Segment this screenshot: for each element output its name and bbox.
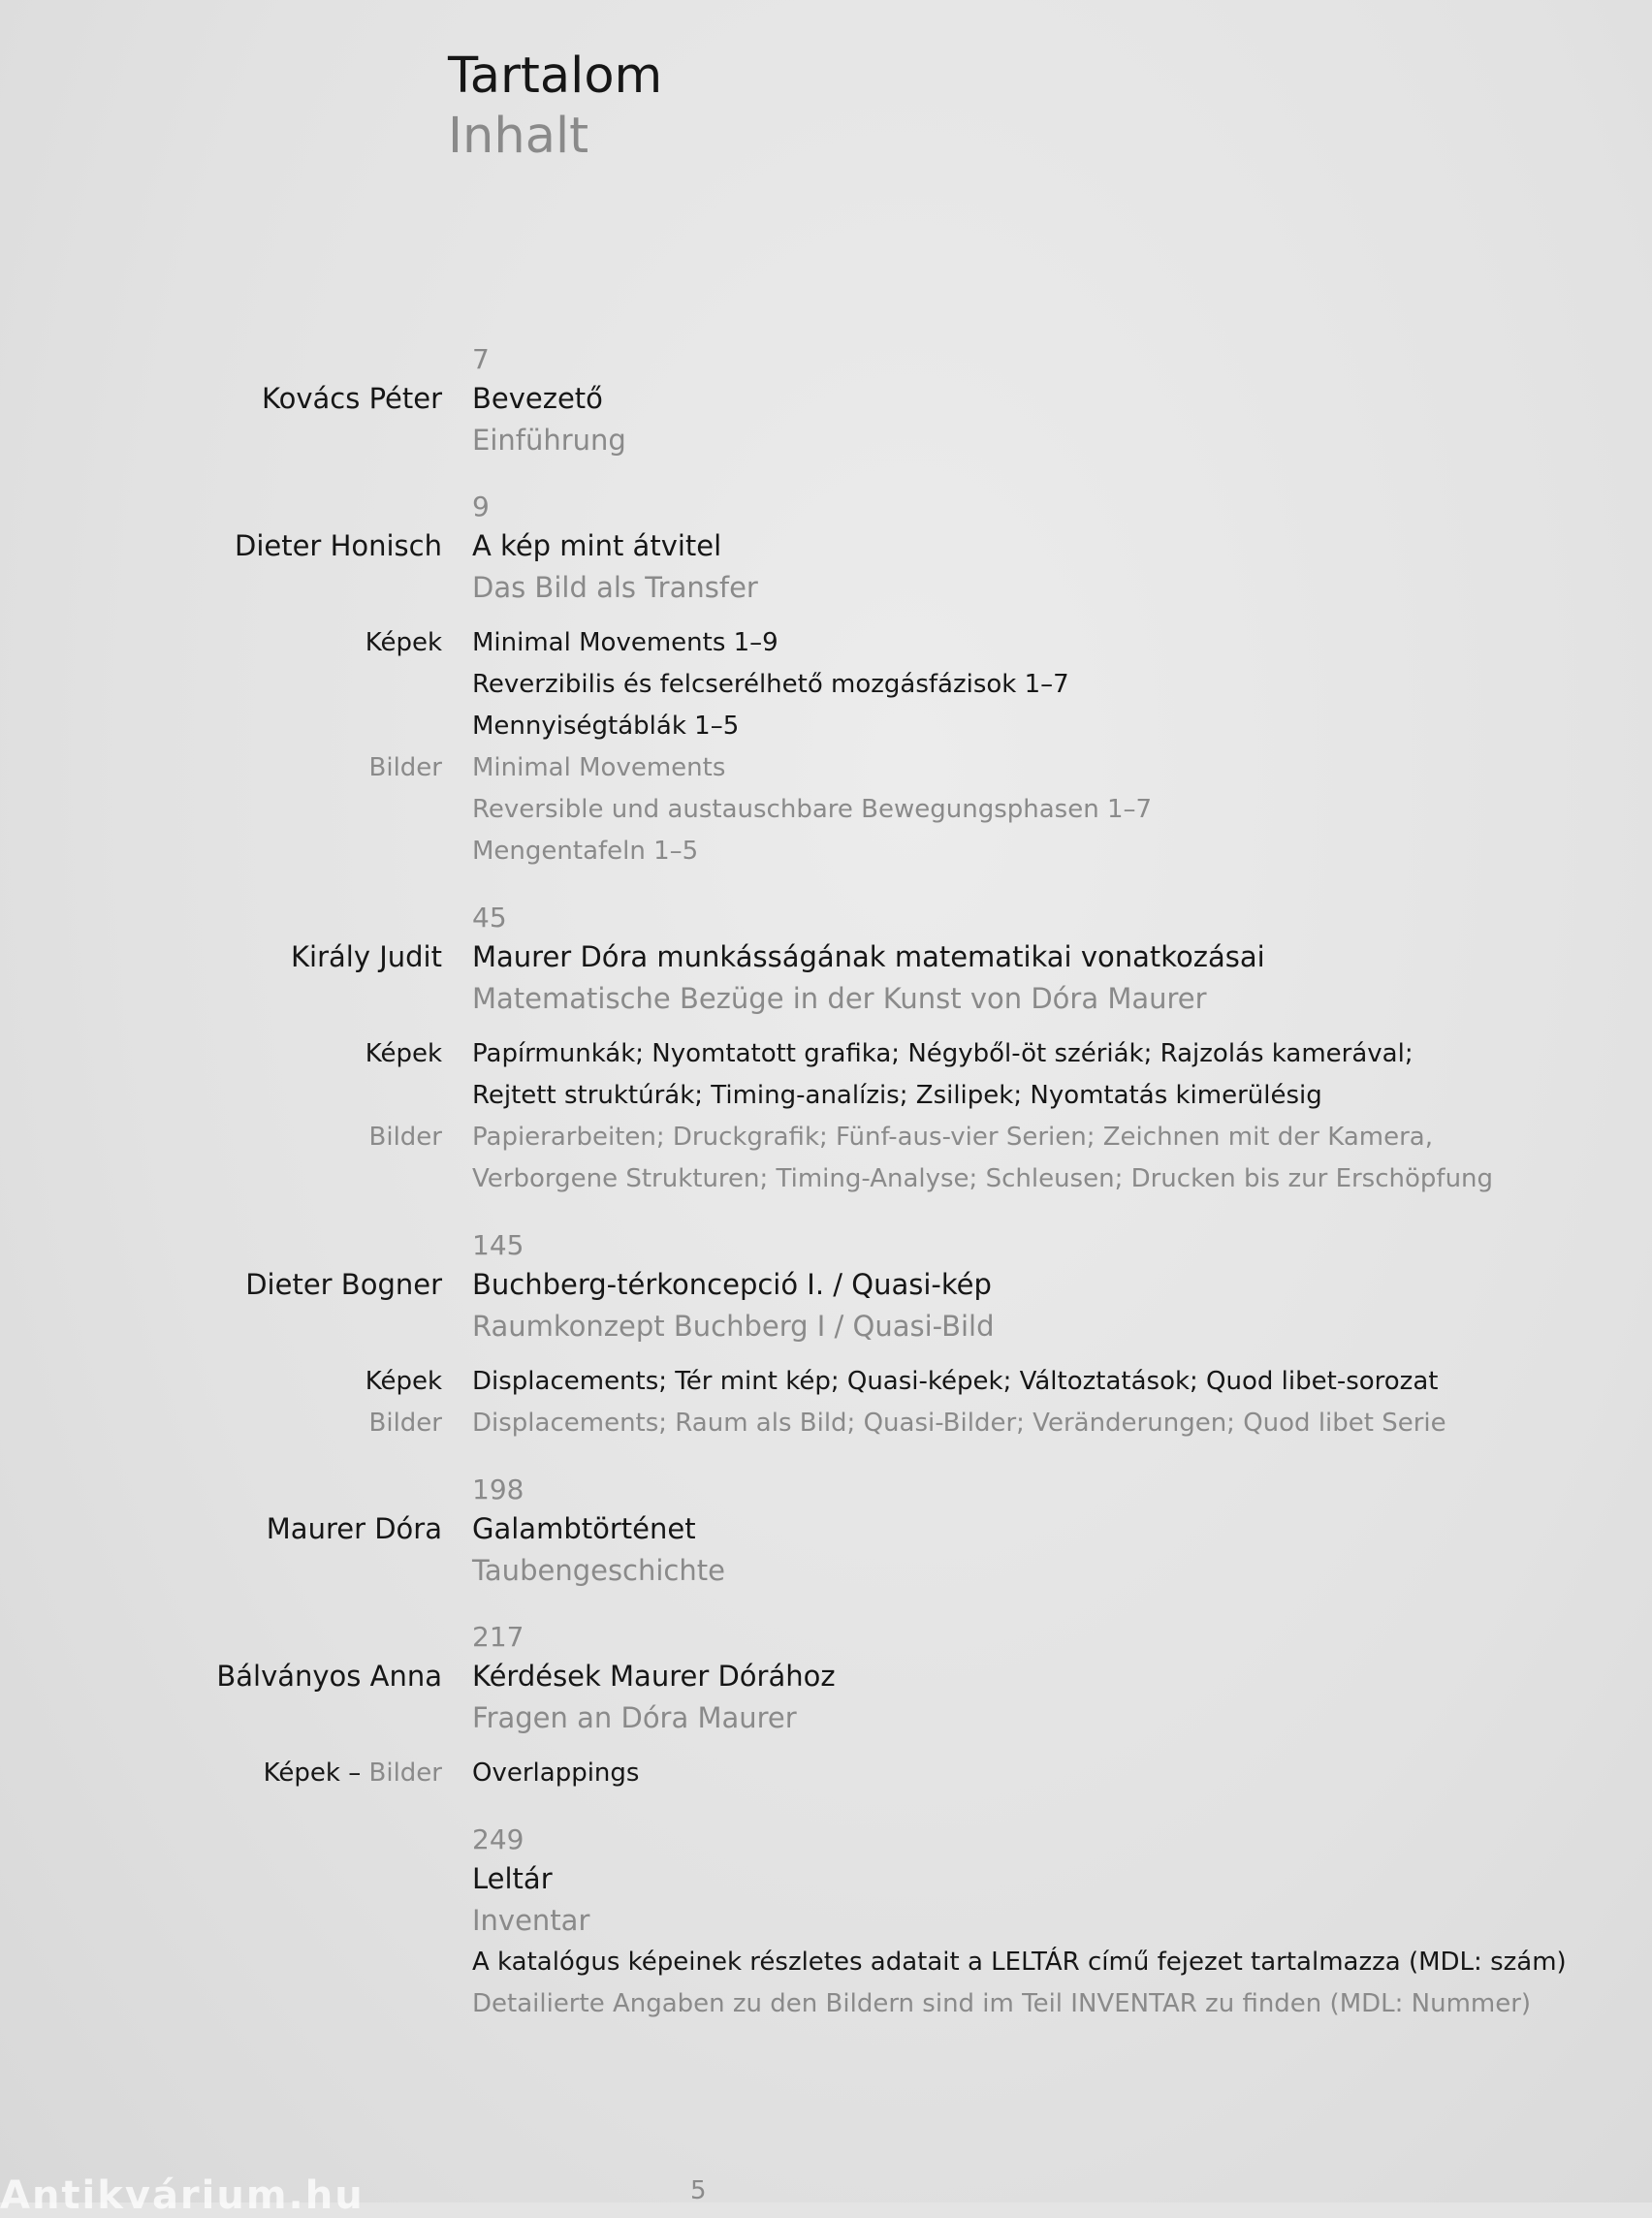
bilder-label: Bilder <box>368 753 442 782</box>
entry-title-hu[interactable]: Maurer Dóra munkásságának matematikai vonatkozásai <box>472 940 1265 973</box>
kepek-label: Képek <box>365 1367 442 1396</box>
entry-title-de: Fragen an Dóra Maurer <box>472 1701 797 1734</box>
bilder-item: Reversible und austauschbare Bewegungsphasen 1–7 <box>472 795 1153 824</box>
entry-author: Maurer Dóra <box>266 1512 442 1545</box>
entry-title-hu[interactable]: Galambtörténet <box>472 1512 696 1545</box>
kepek-item: Overlappings <box>472 1759 640 1788</box>
bilder-item: Verborgene Strukturen; Timing-Analyse; Schleusen; Drucken bis zur Erschöpfung <box>472 1164 1494 1193</box>
entry-title-hu[interactable]: Kérdések Maurer Dórához <box>472 1660 836 1693</box>
bilder-label: Bilder <box>368 1123 442 1152</box>
entry-title-de: Inventar <box>472 1904 590 1937</box>
toc-entry <box>0 900 1652 1200</box>
toc-entry <box>0 1472 1652 1592</box>
entry-page-number: 7 <box>472 343 490 375</box>
kepek-item: Minimal Movements 1–9 <box>472 628 778 657</box>
kepek-item: Reverzibilis és felcserélhető mozgásfázisok 1–7 <box>472 670 1069 699</box>
entry-page-number: 9 <box>472 491 490 523</box>
entry-author: Dieter Honisch <box>234 529 442 562</box>
kepek-item: Mennyiségtáblák 1–5 <box>472 712 740 741</box>
entry-title-de: Das Bild als Transfer <box>472 571 758 604</box>
kepek-item: Displacements; Tér mint kép; Quasi-képek; Változtatások; Quod libet-sorozat <box>472 1367 1439 1396</box>
toc-entry <box>0 341 1652 461</box>
title-block <box>448 47 662 167</box>
entry-page-number: 217 <box>472 1621 524 1653</box>
bilder-label: Bilder <box>368 1409 442 1438</box>
toc-entry <box>0 1822 1652 2025</box>
toc-list <box>0 341 1652 2052</box>
entry-title-de: Raumkonzept Buchberg I / Quasi-Bild <box>472 1310 995 1343</box>
kepek-label: Képek <box>365 628 442 657</box>
entry-title-hu[interactable]: Leltár <box>472 1862 553 1895</box>
entry-author: Bálványos Anna <box>216 1660 442 1693</box>
kepek-label: Képek <box>263 1759 340 1788</box>
entry-title-de: Taubengeschichte <box>472 1554 725 1587</box>
entry-title-hu[interactable]: A kép mint átvitel <box>472 529 722 562</box>
bilder-item: Minimal Movements <box>472 753 726 782</box>
entry-page-number: 45 <box>472 902 507 934</box>
entry-title-de: Einführung <box>472 424 626 457</box>
watermark: Antikvárium.hu <box>0 2173 365 2218</box>
toc-entry <box>0 489 1652 872</box>
entry-author: Kovács Péter <box>262 382 442 415</box>
kepek-item: Rejtett struktúrák; Timing-analízis; Zsilipek; Nyomtatás kimerülésig <box>472 1081 1322 1110</box>
page-number: 5 <box>690 2176 707 2205</box>
bilder-label: Bilder <box>368 1759 442 1788</box>
label-separator: – <box>348 1759 362 1788</box>
toc-entry <box>0 1227 1652 1444</box>
entry-page-number: 145 <box>472 1229 524 1261</box>
entry-title-hu[interactable]: Bevezető <box>472 382 603 415</box>
entry-page-number: 198 <box>472 1473 524 1505</box>
entry-page-number: 249 <box>472 1823 524 1855</box>
note-hu: A katalógus képeinek részletes adatait a LELTÁR című fejezet tartalmazza (MDL: szám) <box>472 1948 1567 1977</box>
bilder-item: Displacements; Raum als Bild; Quasi-Bilder; Veränderungen; Quod libet Serie <box>472 1409 1446 1438</box>
note-de: Detailierte Angaben zu den Bildern sind im Teil INVENTAR zu finden (MDL: Nummer) <box>472 1989 1532 2018</box>
entry-author: Dieter Bogner <box>245 1268 442 1301</box>
page-subtitle: Inhalt <box>448 108 589 165</box>
kepek-label: Képek <box>365 1039 442 1068</box>
kepek-bilder-label <box>264 1753 442 1794</box>
entry-title-de: Matematische Bezüge in der Kunst von Dóra Maurer <box>472 982 1207 1015</box>
bilder-item: Papierarbeiten; Druckgrafik; Fünf-aus-vier Serien; Zeichnen mit der Kamera, <box>472 1123 1433 1152</box>
toc-entry <box>0 1619 1652 1794</box>
page-title: Tartalom <box>448 48 663 105</box>
kepek-item: Papírmunkák; Nyomtatott grafika; Négyből-öt szériák; Rajzolás kamerával; <box>472 1039 1414 1068</box>
entry-title-hu[interactable]: Buchberg-térkoncepció I. / Quasi-kép <box>472 1268 992 1301</box>
bilder-item: Mengentafeln 1–5 <box>472 837 699 866</box>
entry-author: Király Judit <box>291 940 442 973</box>
